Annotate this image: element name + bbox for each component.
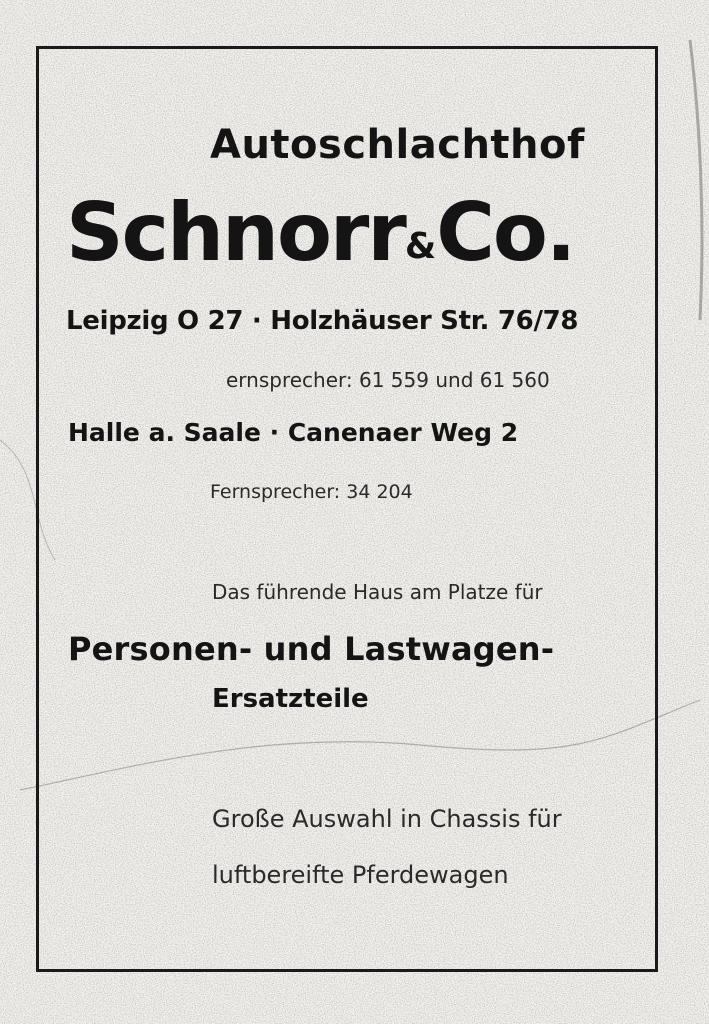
chassis-text-line2: luftbereifte Pferdewagen [212,861,509,889]
leipzig-address: Leipzig O 27 · Holzhäuser Str. 76/78 [66,306,579,336]
company-name [66,186,574,279]
company-suffix: Co. [436,186,575,279]
company-name-main: Schnorr [66,186,405,279]
paper-crease [690,40,702,320]
chassis-text-line1: Große Auswahl in Chassis für [212,805,562,833]
parts-heading: Ersatzteile [212,684,369,714]
intro-text: Das führende Haus am Platze für [212,580,543,604]
company-ampersand: & [404,226,437,267]
brand-heading: Autoschlachthof [210,122,585,168]
vehicles-heading: Personen- und Lastwagen- [68,630,555,668]
halle-phone: Fernsprecher: 34 204 [210,481,413,503]
halle-address: Halle a. Saale · Canenaer Weg 2 [68,418,519,447]
ad-border-frame [36,46,658,972]
leipzig-phone: ernsprecher: 61 559 und 61 560 [226,368,550,392]
